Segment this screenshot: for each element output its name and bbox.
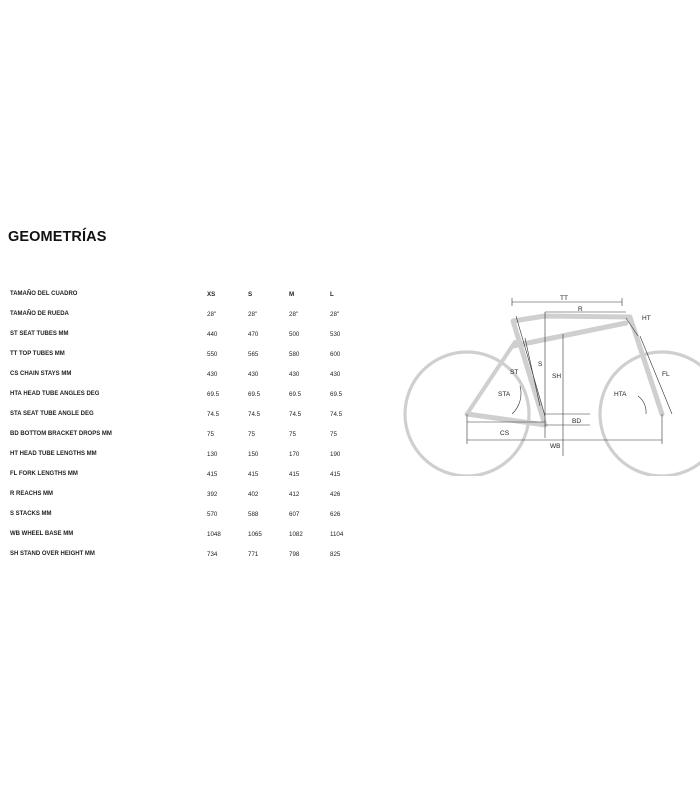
row-value: 607 (289, 510, 300, 518)
table-row (10, 344, 371, 364)
row-value: 798 (289, 550, 300, 558)
row-label: HT HEAD TUBE LENGTHS MM (10, 451, 97, 457)
row-value: 825 (330, 550, 341, 558)
size-header: M (289, 290, 295, 298)
row-value: 565 (248, 350, 259, 358)
label-ht: HT (642, 315, 651, 322)
row-value: 170 (289, 450, 300, 458)
row-label: HTA HEAD TUBE ANGLES DEG (10, 391, 100, 397)
bike-frame (405, 316, 700, 476)
row-label: FL FORK LENGTHS MM (10, 471, 78, 477)
row-value: 74.5 (207, 410, 220, 418)
table-row (10, 484, 371, 504)
row-value: 75 (330, 430, 337, 438)
row-value: 430 (248, 370, 259, 378)
row-value: 190 (330, 450, 341, 458)
row-value: 69.5 (248, 390, 261, 398)
row-value: 1065 (248, 530, 262, 538)
table-header-row (10, 284, 371, 304)
row-value: 1104 (330, 530, 344, 538)
table-row (10, 544, 371, 564)
table-row (10, 364, 371, 384)
label-fl: FL (662, 371, 670, 378)
row-value: 470 (248, 330, 259, 338)
row-value: 1082 (289, 530, 303, 538)
row-value: 570 (207, 510, 218, 518)
row-value: 402 (248, 490, 259, 498)
row-value: 412 (289, 490, 300, 498)
size-header: XS (207, 290, 216, 298)
row-value: 500 (289, 330, 300, 338)
table-row (10, 444, 371, 464)
row-value: 734 (207, 550, 218, 558)
row-label: BD BOTTOM BRACKET DROPS MM (10, 431, 112, 437)
label-tt: TT (560, 295, 568, 302)
row-value: 28" (330, 310, 340, 318)
table-row (10, 524, 371, 544)
label-r: R (578, 306, 583, 313)
row-value: 1048 (207, 530, 221, 538)
table-row (10, 504, 371, 524)
row-value: 415 (248, 470, 259, 478)
row-value: 588 (248, 510, 259, 518)
table-row (10, 304, 371, 324)
row-value: 580 (289, 350, 300, 358)
row-value: 75 (289, 430, 296, 438)
row-value: 415 (330, 470, 341, 478)
row-value: 28" (289, 310, 299, 318)
row-label: TAMAÑO DE RUEDA (10, 311, 69, 317)
label-cs: CS (500, 430, 510, 437)
row-label: CS CHAIN STAYS MM (10, 371, 72, 377)
row-value: 626 (330, 510, 341, 518)
row-value: 440 (207, 330, 218, 338)
label-st: ST (510, 369, 519, 376)
table-row (10, 464, 371, 484)
size-header: S (248, 290, 253, 298)
row-label: WB WHEEL BASE MM (10, 531, 74, 537)
table-row (10, 404, 371, 424)
row-value: 75 (207, 430, 214, 438)
label-s: S (538, 361, 543, 368)
row-value: 150 (248, 450, 259, 458)
label-sh: SH (552, 373, 562, 380)
row-label: TT TOP TUBES MM (10, 351, 65, 357)
row-value: 75 (248, 430, 255, 438)
geometry-diagram (400, 286, 700, 476)
table-row (10, 384, 371, 404)
row-value: 430 (207, 370, 218, 378)
row-value: 69.5 (207, 390, 220, 398)
geometry-table (10, 284, 371, 564)
row-value: 28" (248, 310, 258, 318)
header-label: TAMAÑO DEL CUADRO (10, 291, 78, 297)
row-value: 530 (330, 330, 341, 338)
row-value: 28" (207, 310, 217, 318)
label-sta: STA (498, 391, 511, 398)
table-row (10, 324, 371, 344)
row-value: 550 (207, 350, 218, 358)
row-value: 771 (248, 550, 259, 558)
row-label: S STACKS MM (10, 511, 52, 517)
row-value: 69.5 (289, 390, 302, 398)
row-value: 430 (289, 370, 300, 378)
label-hta: HTA (614, 391, 627, 398)
row-value: 415 (289, 470, 300, 478)
row-value: 74.5 (248, 410, 261, 418)
size-header: L (330, 290, 334, 298)
table-row (10, 424, 371, 444)
row-value: 600 (330, 350, 341, 358)
label-bd: BD (572, 418, 582, 425)
top-tube (513, 323, 626, 346)
page-title: GEOMETRÍAS (8, 229, 107, 245)
row-value: 74.5 (330, 410, 343, 418)
row-value: 392 (207, 490, 218, 498)
row-label: STA SEAT TUBE ANGLE DEG (10, 411, 94, 417)
row-value: 430 (330, 370, 341, 378)
label-wb: WB (550, 443, 561, 450)
row-value: 415 (207, 470, 218, 478)
row-label: ST SEAT TUBES MM (10, 331, 69, 337)
row-label: SH STAND OVER HEIGHT MM (10, 551, 95, 557)
row-value: 426 (330, 490, 341, 498)
row-value: 130 (207, 450, 218, 458)
row-value: 74.5 (289, 410, 302, 418)
row-value: 69.5 (330, 390, 343, 398)
row-label: R REACHS MM (10, 491, 53, 497)
